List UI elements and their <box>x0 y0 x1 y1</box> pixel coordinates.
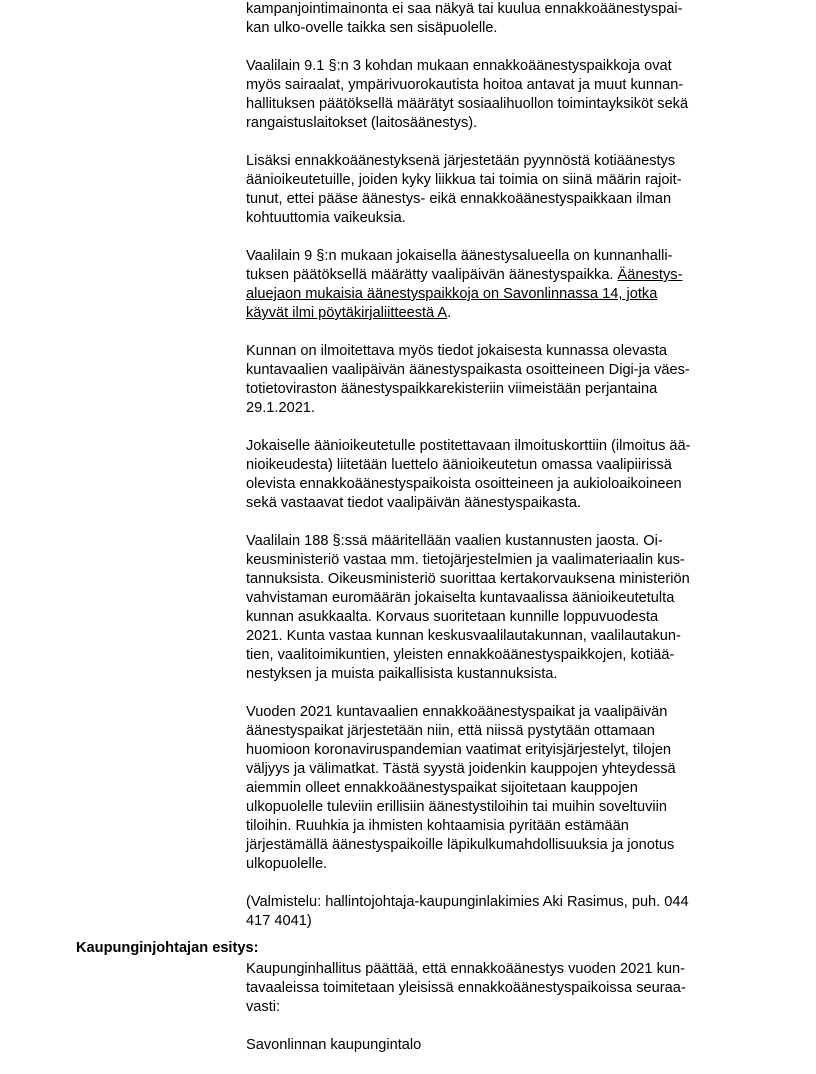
underlined-attachment-reference: aluejaon mukaisia äänestyspaikkoja on Savonlinnassa 14, jotka <box>246 286 658 302</box>
paragraph-registry-notice: Kunnan on ilmoitettava myös tiedot jokaisesta kunnassa olevasta kuntavaalien vaalipäivän äänestyspaikasta osoitteineen Digi-ja väes- totietoviraston äänestyspaikkarekisteriin viimeistään perjantaina 29.1.2021. <box>246 343 690 416</box>
paragraph-home-voting: Lisäksi ennakkoäänestyksenä järjestetään pyynnöstä kotiäänestys äänioikeutetuille, joiden kyky liikkua tai toimia on siinä määrin rajoit- tunut, ettei pääse äänestys- eikä ennakkoäänestyspaikkaan ilman kohtuuttomia vaikeuksia. <box>246 153 682 226</box>
proposal-heading: Kaupunginjohtajan esitys: <box>76 940 259 956</box>
paragraph-polling-stations: Vaalilain 9 §:n mukaan jokaisella äänestysalueella on kunnanhalli- tuksen päätöksellä määrätty vaalipäivän äänestyspaikka. Äänestys- aluejaon mukaisia äänestyspaikkoja on Savonlinnassa 14, jotka käyvät ilmi pöytäkirjaliitteestä A. <box>246 247 738 323</box>
paragraph-institutional-voting: Vaalilain 9.1 §:n 3 kohdan mukaan ennakkoäänestyspaikkoja ovat myös sairaalat, ympärivuorokautista hoitoa antavat ja muut kunnan- hallituksen päätöksellä määrätyt sosiaalihuollon toimintayksiköt sekä rangaistuslaitokset (laitosäänestys). <box>246 58 689 131</box>
paragraph-election-costs: Vaalilain 188 §:ssä määritellään vaalien kustannusten jaosta. Oi- keusministeriö vastaa mm. tietojärjestelmien ja vaalimateriaalin kus- tannuksista. Oikeusministeriö suorittaa kertakorvauksena ministeriön vahvistaman euromäärän jokaiselta kuntavaalissa äänioikeutetulta kunnan asukkaalta. Korvaus suoritetaan kunnille loppuvuodesta 2021. Kunta vastaa kunnan keskusvaalilautakunnan, vaalilautakun- tien, vaalitoimikuntien, yleisten ennakkoäänestyspaikkojen, kotiää- nestyksen ja muista paikallisista kustannuksista. <box>246 533 690 682</box>
paragraph-proposal: Kaupunginhallitus päättää, että ennakkoäänestys vuoden 2021 kun- tavaaleissa toimitetaan yleisissä ennakkoäänestyspaikoissa seuraa- vasti: <box>246 961 686 1015</box>
paragraph-location: Savonlinnan kaupungintalo <box>246 1037 422 1053</box>
paragraph-preparer: (Valmistelu: hallintojohtaja-kaupunginlakimies Aki Rasimus, puh. 044 417 4041) <box>246 894 689 929</box>
document-body <box>246 0 738 950</box>
paragraph-covid-arrangements: Vuoden 2021 kuntavaalien ennakkoäänestyspaikat ja vaalipäivän äänestyspaikat järjestetään niin, että niissä pystytään ottamaan huomioon koronaviruspandemian vaatimat erityisjärjestelyt, tilojen väljyys ja välimatkat. Tästä syystä joidenkin kauppojen yhteydessä aiemmin olleet ennakkoäänestyspaikat sijoitetaan kauppojen ulkopuolelle tuleviin erillisiin äänestystiloihin tai muihin soveltuviin tiloihin. Ruuhkia ja ihmisten kohtaamisia pyritään estämään järjestämällä äänestyspaikoille läpikulkumahdollisuuksia ja jonotus ulkopuolelle. <box>246 704 676 872</box>
underlined-attachment-reference: käyvät ilmi pöytäkirjaliitteestä A <box>246 305 448 321</box>
proposal-body <box>246 960 738 1074</box>
paragraph-notification-card: Jokaiselle äänioikeutetulle postitettavaan ilmoituskorttiin (ilmoitus ää- nioikeudesta) liitetään luettelo äänioikeutetun omassa vaalipiirissä olevista ennakkoäänestyspaikoista osoitteineen ja aukioloaikoineen sekä vastaavat tiedot vaalipäivän äänestyspaikasta. <box>246 438 691 511</box>
paragraph-campaign-ads: kampanjointimainonta ei saa näkyä tai kuulua ennakkoäänestyspai- kan ulko-ovelle taikka sen sisäpuolelle. <box>246 1 683 36</box>
underlined-attachment-reference: Äänestys- <box>617 267 683 283</box>
